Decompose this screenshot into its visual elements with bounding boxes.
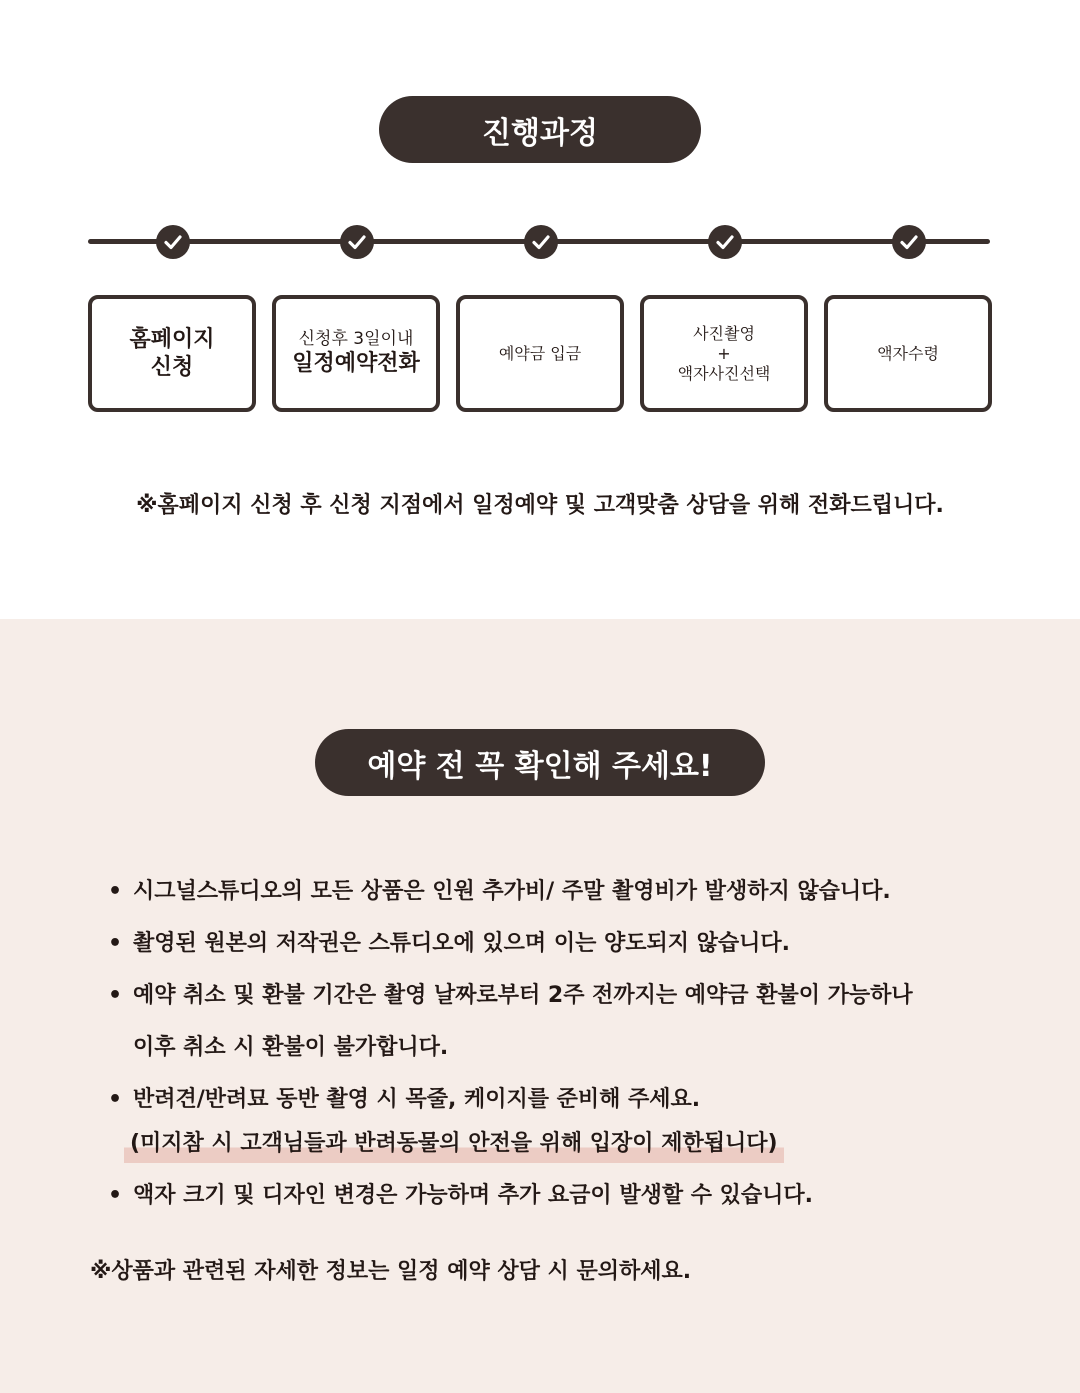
list-item: • 시그널스튜디오의 모든 상품은 인원 추가비/ 주말 촬영비가 발생하지 않습니다. <box>108 866 988 918</box>
step-label: 일정예약전화 <box>292 351 420 377</box>
check-icon <box>340 225 374 259</box>
list-item: • 촬영된 원본의 저작권은 스튜디오에 있으며 이는 양도되지 않습니다. <box>108 918 988 970</box>
notice-footer: ※상품과 관련된 자세한 정보는 일정 예약 상담 시 문의하세요. <box>90 1259 692 1284</box>
check-icon <box>156 225 190 259</box>
list-item: • 예약 취소 및 환불 기간은 촬영 날짜로부터 2주 전까지는 예약금 환불이 가능하나 이후 취소 시 환불이 불가합니다. <box>108 970 988 1074</box>
list-item: • 액자 크기 및 디자인 변경은 가능하며 추가 요금이 발생할 수 있습니다. <box>108 1174 988 1218</box>
step-label: + <box>717 343 731 363</box>
step-box-call <box>272 295 440 412</box>
check-icon <box>892 225 926 259</box>
step-label: 예약금 입금 <box>498 343 582 363</box>
step-label: 사진촬영 <box>693 323 755 343</box>
step-label: 신청 <box>150 354 194 380</box>
step-box-deposit <box>456 295 624 412</box>
check-icon <box>524 225 558 259</box>
step-box-receive <box>824 295 992 412</box>
notice-list <box>108 866 988 1126</box>
step-label: 액자수령 <box>877 343 939 363</box>
notice-title: 예약 전 꼭 확인해 주세요! <box>315 729 765 796</box>
pet-safety-note: (미지참 시 고객님들과 반려동물의 안전을 위해 입장이 제한됩니다) <box>124 1129 784 1163</box>
step-box-apply <box>88 295 256 412</box>
list-item: • 반려견/반려묘 동반 촬영 시 목줄, 케이지를 준비해 주세요. <box>108 1074 988 1126</box>
process-note: ※홈페이지 신청 후 신청 지점에서 일정예약 및 고객맞춤 상담을 위해 전화드립니다. <box>136 493 944 518</box>
check-icon <box>708 225 742 259</box>
notice-list-continued <box>108 1174 988 1218</box>
step-label: 신청후 3일이내 <box>298 329 414 350</box>
step-label: 액자사진선택 <box>677 363 771 383</box>
step-label: 홈페이지 <box>129 327 215 352</box>
process-title: 진행과정 <box>379 96 701 163</box>
step-box-shoot <box>640 295 808 412</box>
